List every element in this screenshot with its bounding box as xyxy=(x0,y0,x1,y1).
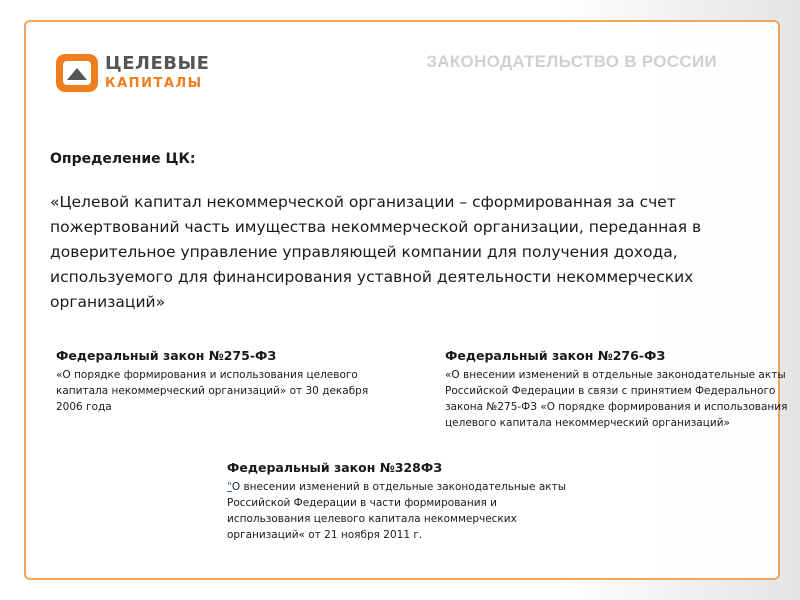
definition-text: «Целевой капитал некоммерческой организации – сформированная за счет пожертвований часть имущества некоммерческой организации, переданная в доверительное управление управляющей компании для получения дохода, используемого для финансирования уставной деятельности некоммерческих организаций» xyxy=(50,193,702,311)
law-328-block xyxy=(227,460,567,543)
law-276-title: Федеральный закон №276-ФЗ xyxy=(445,348,666,363)
definition-heading: Определение ЦК: xyxy=(50,151,196,167)
page-title: ЗАКОНОДАТЕЛЬСТВО В РОССИИ xyxy=(426,52,717,71)
law-328-text-wrapper xyxy=(227,479,567,543)
logo-word-secondary: КАПИТАЛЫ xyxy=(105,76,203,91)
law-275-block xyxy=(56,348,396,415)
logo-mark-icon xyxy=(55,53,99,93)
law-276-text: «О внесении изменений в отдельные законодательные акты Российской Федерации в связи с принятием Федерального закона №275-ФЗ «О порядке формирования и использования целевого капитала некоммерческий организаций» xyxy=(445,369,788,429)
law-328-title: Федеральный закон №328ФЗ xyxy=(227,460,443,475)
law-276-block xyxy=(445,348,790,431)
logo xyxy=(55,52,210,96)
logo-word-primary: ЦЕЛЕВЫЕ xyxy=(105,53,210,74)
law-275-title: Федеральный закон №275-ФЗ xyxy=(56,348,277,363)
law-328-text: О внесении изменений в отдельные законодательные акты Российской Федерации в части формирования и использования целевого капитала некоммерческих организаций« от 21 ноября 2011 г. xyxy=(227,481,567,541)
law-328-link[interactable]: " xyxy=(227,481,232,493)
law-275-text: «О порядке формирования и использования целевого капитала некоммерческий организаций» от 30 декабря 2006 года xyxy=(56,369,369,413)
